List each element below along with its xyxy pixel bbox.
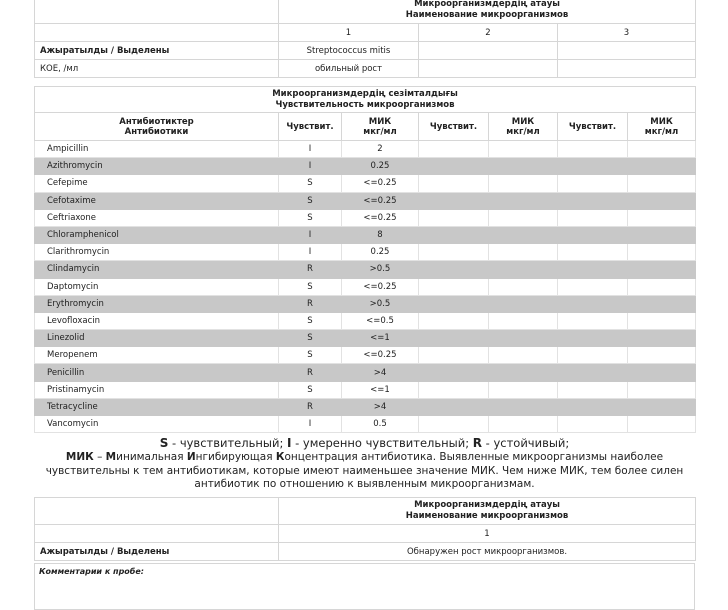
- mik-value: 0.5: [342, 416, 419, 433]
- organism-col-2: 2: [419, 24, 558, 42]
- sens-column-header-3: Чувствит.: [558, 113, 628, 141]
- antibiotic-name: Daptomycin: [35, 278, 279, 295]
- table-row: [35, 398, 696, 415]
- sens-column-header-1: Чувствит.: [279, 113, 342, 141]
- antibiotic-name: Pristinamycin: [35, 381, 279, 398]
- mik-value: >4: [342, 398, 419, 415]
- sensitivity-table: [34, 86, 696, 433]
- sens-value: S: [279, 347, 342, 364]
- sens-value: R: [279, 364, 342, 381]
- koe-row: [35, 60, 696, 78]
- table-row: [35, 312, 696, 329]
- organism-header-kz: Микроорганизмдердің атауы: [414, 0, 560, 9]
- organism-col-3: 3: [558, 24, 696, 42]
- mik-column-header-1: МИК мкг/мл: [342, 113, 419, 141]
- sens-value: S: [279, 312, 342, 329]
- antibiotic-name: Linezolid: [35, 330, 279, 347]
- comments-box: [34, 563, 695, 610]
- koe-value: обильный рост: [279, 60, 419, 78]
- sens-value: I: [279, 141, 342, 158]
- table-row: [35, 347, 696, 364]
- antibiotic-name: Tetracycline: [35, 398, 279, 415]
- organism-column-row: [35, 24, 696, 42]
- sens-value: S: [279, 330, 342, 347]
- organism-header: [279, 0, 696, 24]
- detected-header: Микроорганизмдердің атауы Наименование микроорганизмов: [279, 498, 696, 525]
- table-row: [35, 416, 696, 433]
- antibiotic-name: Cefotaxime: [35, 192, 279, 209]
- sens-value: S: [279, 209, 342, 226]
- isolated-row: [35, 42, 696, 60]
- organism-names-table: [34, 0, 696, 78]
- sens-value: I: [279, 226, 342, 243]
- mik-value: >0.5: [342, 295, 419, 312]
- legend-mik-definition: МИК – Минимальная Ингибирующая Концентрация антибиотика. Выявленные микроорганизмы наиболее: [65, 451, 664, 463]
- antibiotic-name: Ceftriaxone: [35, 209, 279, 226]
- table-row: [35, 192, 696, 209]
- sens-value: S: [279, 278, 342, 295]
- antibiotic-name: Erythromycin: [35, 295, 279, 312]
- mik-value: <=0.25: [342, 209, 419, 226]
- detected-isolated-value: Обнаружен рост микроорганизмов.: [279, 543, 696, 561]
- mik-value: <=0.25: [342, 175, 419, 192]
- mik-value: <=0.25: [342, 278, 419, 295]
- mik-value: 0.25: [342, 158, 419, 175]
- table-row: [35, 175, 696, 192]
- sens-value: I: [279, 244, 342, 261]
- sensitivity-header-row: [35, 87, 696, 113]
- table-row: [35, 209, 696, 226]
- antibiotic-name: Clarithromycin: [35, 244, 279, 261]
- sens-value: I: [279, 416, 342, 433]
- sens-value: R: [279, 261, 342, 278]
- mik-column-header-3: МИК мкг/мл: [628, 113, 696, 141]
- table-row: [35, 364, 696, 381]
- organism-col-1: 1: [279, 24, 419, 42]
- organism-header-ru: Наименование микроорганизмов: [405, 10, 569, 20]
- isolated-value: Streptococcus mitis: [279, 42, 419, 60]
- mik-value: <=1: [342, 381, 419, 398]
- mik-value: >4: [342, 364, 419, 381]
- organism-header-row: [35, 0, 696, 24]
- mik-value: >0.5: [342, 261, 419, 278]
- antibiotic-name: Cefepime: [35, 175, 279, 192]
- koe-label: КОЕ, /мл: [35, 60, 279, 78]
- table-row: [35, 381, 696, 398]
- sensitivity-header-ru: Чувствительность микроорганизмов: [275, 99, 455, 110]
- sensitivity-column-row: [35, 113, 696, 141]
- table-row: [35, 278, 696, 295]
- sens-value: I: [279, 158, 342, 175]
- sens-value: S: [279, 175, 342, 192]
- table-row: [35, 244, 696, 261]
- antibiotic-name: Clindamycin: [35, 261, 279, 278]
- antibiotic-name: Meropenem: [35, 347, 279, 364]
- table-row: [35, 141, 696, 158]
- mik-value: <=1: [342, 330, 419, 347]
- table-row: [35, 226, 696, 243]
- mik-value: 8: [342, 226, 419, 243]
- mik-column-header-2: МИК мкг/мл: [489, 113, 558, 141]
- detected-organisms-table: [34, 497, 696, 561]
- legend-line-3: чувствительны к тем антибиотикам, которые имеют наименьшее значение МИК. Чем ниже МИК, тем более силен: [45, 464, 684, 477]
- table-row: [35, 330, 696, 347]
- antibiotic-name: Levofloxacin: [35, 312, 279, 329]
- legend: [34, 436, 695, 492]
- legend-keys: S - чувствительный; I - умеренно чувствительный; R - устойчивый;: [159, 436, 570, 450]
- antibiotic-name: Azithromycin: [35, 158, 279, 175]
- antibiotic-name: Chloramphenicol: [35, 226, 279, 243]
- isolated-label: Ажыратылды / Выделены: [35, 42, 279, 60]
- antibiotic-name: Ampicillin: [35, 141, 279, 158]
- sens-value: S: [279, 192, 342, 209]
- mik-value: 0.25: [342, 244, 419, 261]
- antibiotic-name: Penicillin: [35, 364, 279, 381]
- antibiotics-column-header: Антибиотиктер Антибиотики: [35, 113, 279, 141]
- sens-value: R: [279, 398, 342, 415]
- mik-value: <=0.25: [342, 192, 419, 209]
- sensitivity-rows: [35, 141, 696, 433]
- detected-isolated-label: Ажыратылды / Выделены: [35, 543, 279, 561]
- mik-value: 2: [342, 141, 419, 158]
- comments-label: Комментарии к пробе:: [39, 567, 144, 576]
- table-row: [35, 261, 696, 278]
- sens-value: S: [279, 381, 342, 398]
- table-row: [35, 158, 696, 175]
- legend-line-4: антибиотик по отношению к выявленным микроорганизмам.: [194, 478, 535, 490]
- detected-col-1: 1: [279, 525, 696, 543]
- antibiotic-name: Vancomycin: [35, 416, 279, 433]
- sensitivity-header: [35, 87, 696, 113]
- mik-value: <=0.25: [342, 347, 419, 364]
- sens-value: R: [279, 295, 342, 312]
- sens-column-header-2: Чувствит.: [419, 113, 489, 141]
- table-row: [35, 295, 696, 312]
- sensitivity-header-kz: Микроорганизмдердің сезімталдығы: [272, 88, 458, 99]
- mik-value: <=0.5: [342, 312, 419, 329]
